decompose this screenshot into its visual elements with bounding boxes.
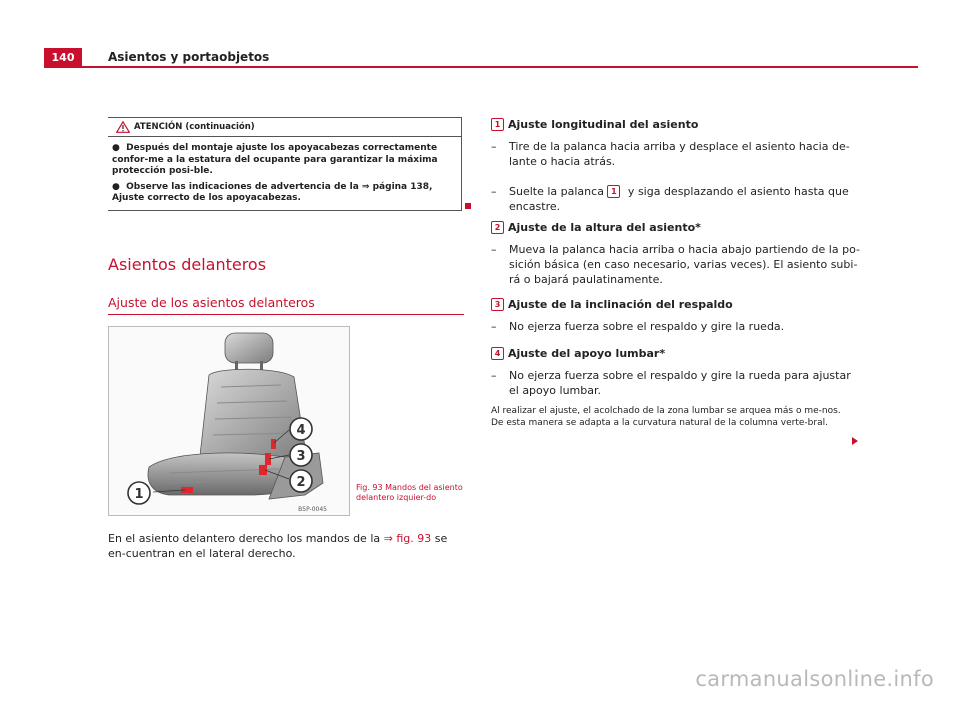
number-badge: 2 (491, 221, 504, 234)
svg-text:3: 3 (296, 449, 306, 464)
control-step: Tire de la palanca hacia arriba y desplace el asiento hacia de-lante o hacia atrás. (509, 140, 850, 168)
svg-text:4: 4 (296, 423, 306, 438)
control-1-section: 1 Ajuste longitudinal del asiento – Tire de la palanca hacia arriba y desplace el asiento hacia de-lante o hacia atrás. – Suelte la palanca 1 y siga desplazando el asiento hasta que encastre. (491, 118, 850, 213)
control-step: No ejerza fuerza sobre el respaldo y gire la rueda para ajustar el apoyo lumbar. (509, 369, 851, 397)
number-badge: 3 (491, 298, 504, 311)
bullet-icon: ● (112, 143, 120, 153)
header-title: Asientos y portaobjetos (108, 50, 270, 64)
note-paragraph: Al realizar el ajuste, el acolchado de la zona lumbar se arquea más o me-nos. De esta manera se adapta a la curvatura natural de la columna verte-bral. (491, 406, 841, 428)
intro-paragraph (108, 531, 464, 561)
warning-title: ATENCIÓN (continuación) (134, 122, 255, 132)
warning-triangle-icon (116, 121, 130, 133)
bullet-icon: ● (112, 181, 120, 192)
watermark: carmanualsonline.info (695, 667, 934, 691)
callout-1 (128, 482, 150, 504)
page-number: 140 (44, 48, 82, 67)
subsection-title: Ajuste de los asientos delanteros (108, 295, 315, 310)
warning-item: Después del montaje ajuste los apoyacabezas correctamente confor-me a la estatura del ocupante para garantizar la máxima protección posi-ble. (112, 143, 438, 176)
figure-link[interactable]: ⇒ fig. 93 (383, 532, 432, 545)
control-title: Ajuste de la altura del asiento* (508, 221, 701, 234)
control-title: Ajuste longitudinal del asiento (508, 118, 699, 131)
callout-2 (290, 470, 312, 492)
control-step: Mueva la palanca hacia arriba o hacia abajo partiendo de la po-sición básica (en caso necesario, varias veces). El asiento subi-rá o bajará paulatinamente. (509, 243, 860, 286)
warning-body (112, 143, 458, 209)
continue-arrow-icon (852, 437, 858, 445)
header-rule (44, 66, 918, 68)
number-badge: 1 (491, 118, 504, 131)
control-title: Ajuste de la inclinación del respaldo (508, 298, 733, 311)
callout-4 (290, 418, 312, 440)
control-step: No ejerza fuerza sobre el respaldo y gire la rueda. (509, 320, 785, 333)
control-2-section: 2 Ajuste de la altura del asiento* – Mueva la palanca hacia arriba o hacia abajo partiendo de la po-sición básica (en caso necesario, varias veces). El asiento subi-rá o bajará paulatinamente. (491, 221, 860, 286)
svg-text:2: 2 (296, 475, 306, 490)
seat-figure (108, 326, 350, 516)
subsection-rule (108, 314, 464, 315)
control-step: Suelte la palanca 1 y siga desplazando el asiento hasta que encastre. (509, 185, 849, 213)
figure-caption: Fig. 93 Mandos del asiento delantero izquier-do (356, 483, 463, 502)
number-badge: 1 (607, 185, 620, 198)
end-marker (465, 203, 471, 209)
figure-code: B5P-0045 (298, 506, 327, 513)
intro-text-end: se en-cuentran en el lateral derecho. (108, 532, 448, 560)
number-badge: 4 (491, 347, 504, 360)
warning-item: Observe las indicaciones de advertencia de la ⇒ página 138, Ajuste correcto de los apoyacabezas. (112, 181, 433, 203)
callout-3 (290, 444, 312, 466)
seat-illustration (109, 327, 349, 515)
control-4-section: 4 Ajuste del apoyo lumbar* – No ejerza fuerza sobre el respaldo y gire la rueda para ajustar el apoyo lumbar. (491, 347, 851, 397)
intro-text: En el asiento delantero derecho los mandos de la (108, 532, 384, 545)
section-title: Asientos delanteros (108, 255, 267, 274)
control-wheel-4 (271, 439, 276, 449)
svg-text:1: 1 (134, 487, 144, 502)
control-3-section: 3 Ajuste de la inclinación del respaldo – No ejerza fuerza sobre el respaldo y gire la rueda. (491, 298, 785, 333)
control-title: Ajuste del apoyo lumbar* (508, 347, 666, 360)
